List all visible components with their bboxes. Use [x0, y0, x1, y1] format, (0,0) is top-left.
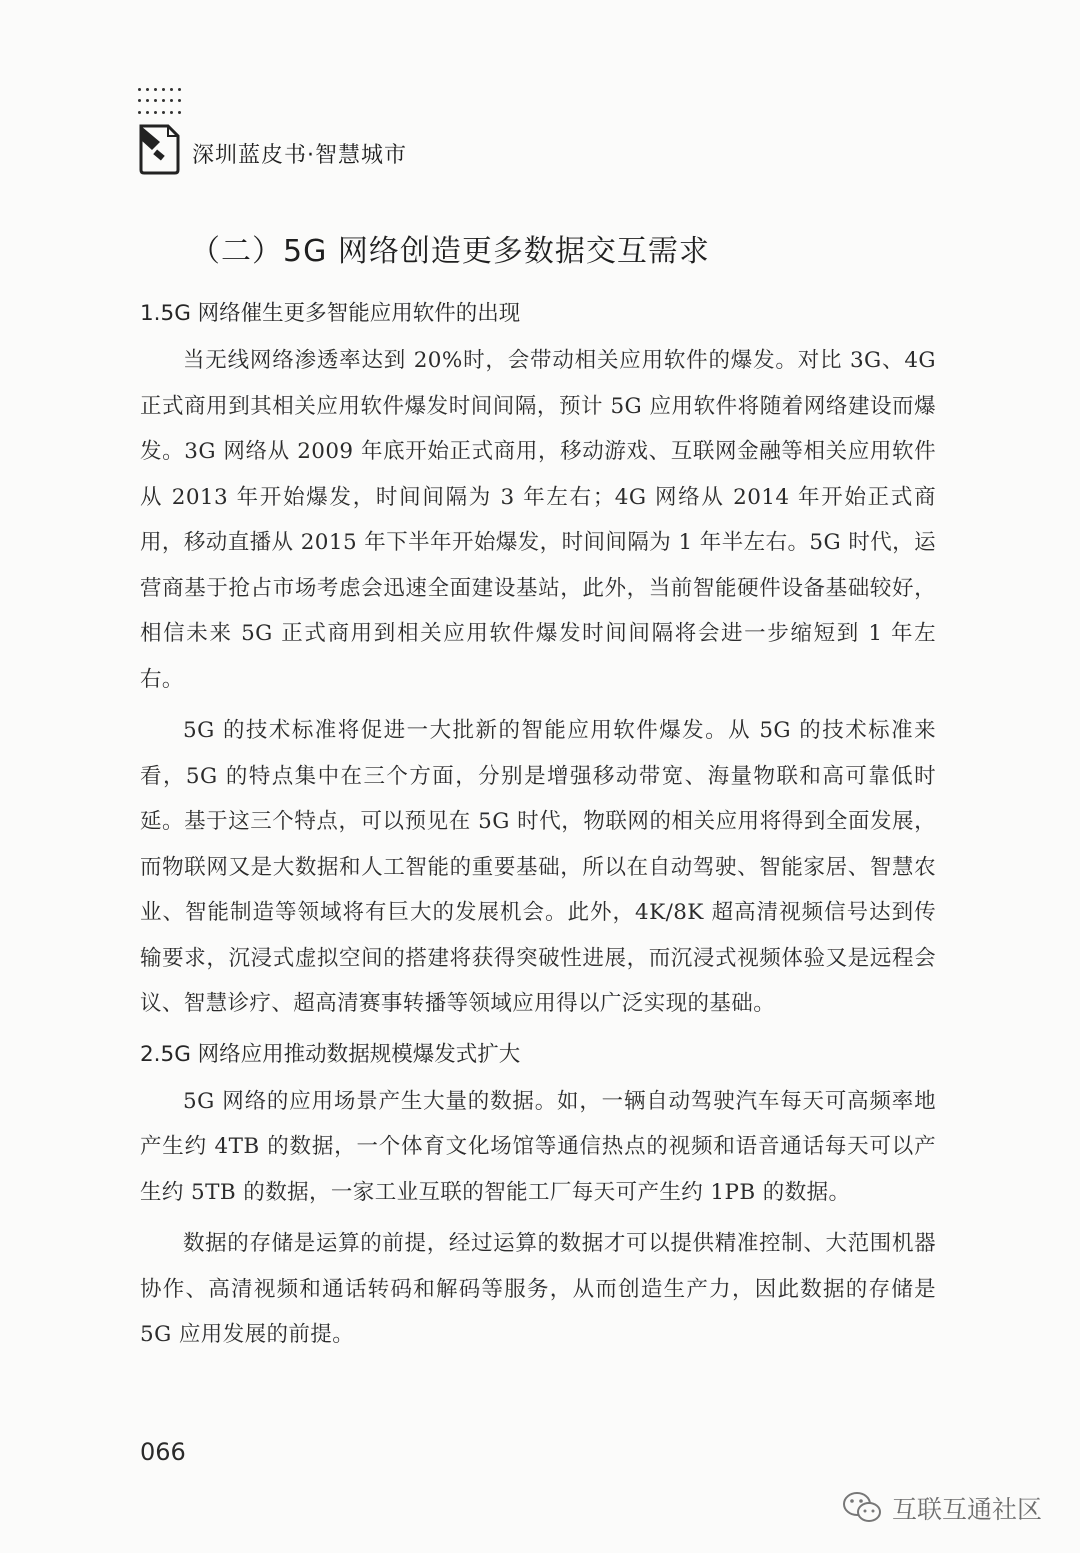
running-header: [138, 88, 738, 178]
subsection-title: 1.5G 网络催生更多智能应用软件的出现: [140, 301, 521, 326]
watermark: [842, 1490, 1042, 1526]
wechat-icon: [842, 1491, 882, 1525]
body-text: [140, 290, 936, 1358]
section-title: （二）5G 网络创造更多数据交互需求: [190, 234, 710, 269]
series-title: 深圳蓝皮书·智慧城市: [192, 143, 407, 168]
subsection-title: 2.5G 网络应用推动数据规模爆发式扩大: [140, 1041, 521, 1067]
paragraph: 数据的存储是运算的前提，经过运算的数据才可以提供精准控制、大范围机器协作、高清视频和通话转码和解码等服务，从而创造生产力，因此数据的存储是 5G 应用发展的前提。: [140, 1231, 936, 1347]
paragraph: 5G 的技术标准将促进一大批新的智能应用软件爆发。从 5G 的技术标准来看，5G 的特点集中在三个方面，分别是增强移动带宽、海量物联和高可靠低时延。基于这三个特点，可以预见在 5G 时代，物联网的相关应用将得到全面发展，而物联网又是大数据和人工智能的重要基础，所以在自动驾驶、智能家居、智慧农业、智能制造等领域将有巨大的发展机会。此外，4K/8K 超高清视频信号达到传输要求，沉浸式虚拟空间的搭建将获得突破性进展，而沉浸式视频体验又是远程会议、智慧诊疗、超高清赛事转播等领域应用得以广泛实现的基础。: [140, 718, 936, 1016]
paragraph: 当无线网络渗透率达到 20%时，会带动相关应用软件的爆发。对比 3G、4G 正式商用到其相关应用软件爆发时间间隔，预计 5G 应用软件将随着网络建设而爆发。3G 网络从 2009 年底开始正式商用，移动游戏、互联网金融等相关应用软件从 2013 年开始爆发，时间间隔为 3 年左右；4G 网络从 2014 年开始正式商用，移动直播从 2015 年下半年开始爆发，时间间隔为 1 年半左右。5G 时代，运营商基于抢占市场考虑会迅速全面建设基站，此外，当前智能硬件设备基础较好，相信未来 5G 正式商用到相关应用软件爆发时间间隔将会进一步缩短到 1 年左右。: [140, 348, 936, 692]
watermark-text: 互联互通社区: [891, 1495, 1042, 1524]
book-series-logo-icon: [138, 122, 186, 176]
header-dot-pattern: [138, 88, 178, 118]
page-number: 066: [140, 1438, 186, 1466]
paragraph: 5G 网络的应用场景产生大量的数据。如，一辆自动驾驶汽车每天可高频率地产生约 4TB 的数据，一个体育文化场馆等通信热点的视频和语音通话每天可以产生约 5TB 的数据，一家工业互联的智能工厂每天可产生约 1PB 的数据。: [140, 1088, 936, 1205]
